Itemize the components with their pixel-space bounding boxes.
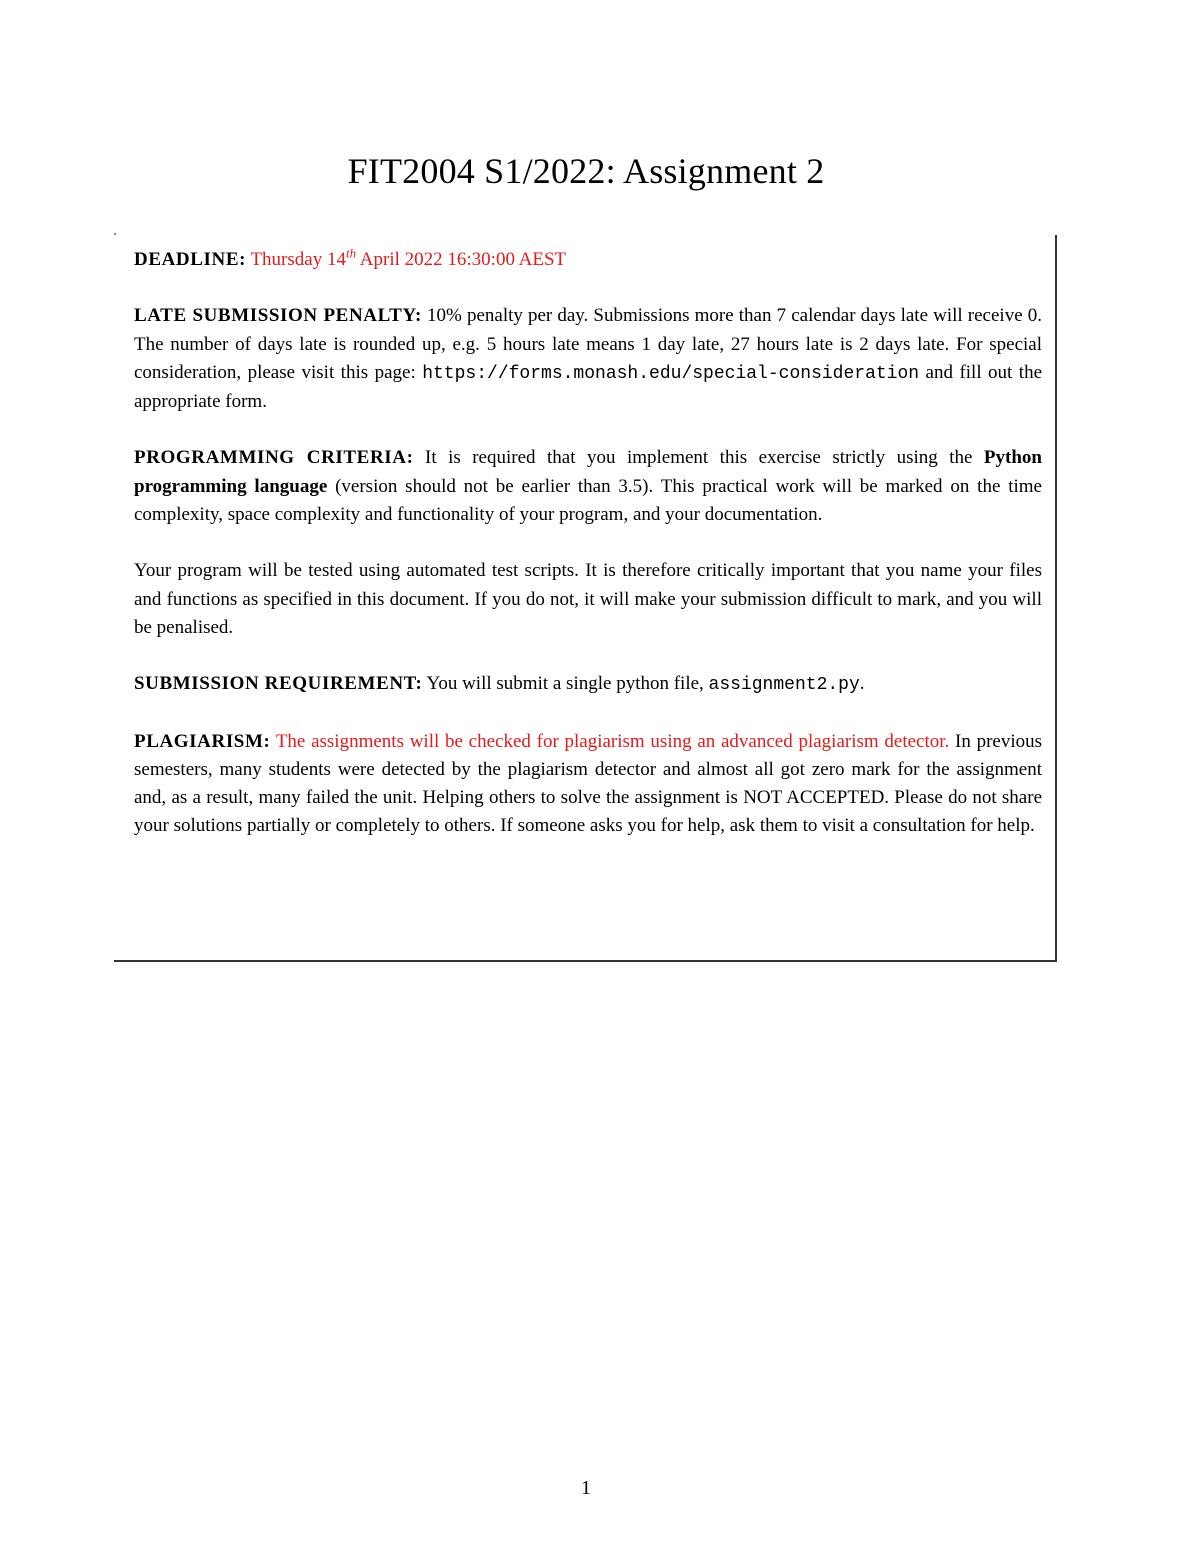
submission-file-name: assignment2.py xyxy=(708,675,860,696)
programming-criteria-label: PROGRAMMING CRITERIA: xyxy=(134,447,414,469)
programming-criteria-paragraph xyxy=(134,444,1042,529)
submission-requirement-label: SUBMISSION REQUIREMENT: xyxy=(134,673,423,695)
python-language-emphasis: Python programming language xyxy=(134,447,1042,497)
special-consideration-link[interactable]: https://forms.monash.edu/special-consideration xyxy=(422,363,920,384)
deadline-superscript: th xyxy=(345,245,357,261)
submission-requirement-text-end: . xyxy=(859,673,865,695)
programming-criteria-text-end: (version should not be earlier than 3.5). This practical work will be marked on the time complexity, space complexity and functionality of your program, and your documentation. xyxy=(134,475,1042,526)
late-penalty-text: 10% penalty per day. Submissions more than 7 calendar days late will receive 0. The number of days late is rounded up, e.g. 5 hours late means 1 day late, 27 hours late is 2 days late. For special consideration, please visit this page: xyxy=(134,305,1042,383)
page-number: 1 xyxy=(581,1477,591,1499)
submission-requirement-paragraph xyxy=(134,670,1042,699)
plagiarism-warning: The assignments will be checked for plagiarism using an advanced plagiarism detector. xyxy=(270,730,950,752)
deadline-label: DEADLINE: xyxy=(134,249,247,270)
late-penalty-label: LATE SUBMISSION PENALTY: xyxy=(134,305,422,327)
instructions-content xyxy=(134,246,1042,869)
deadline-day: Thursday 14 xyxy=(250,249,346,270)
document-title: FIT2004 S1/2022: Assignment 2 xyxy=(347,151,825,191)
late-penalty-paragraph xyxy=(134,302,1042,416)
programming-criteria-text: It is required that you implement this exercise strictly using the xyxy=(413,447,984,469)
testing-note-paragraph: Your program will be tested using automated test scripts. It is therefore critically important that you name your files and functions as specified in this document. If you do not, it will make your submission difficult to mark, and you will be penalised. xyxy=(134,560,1042,638)
plagiarism-paragraph xyxy=(134,728,1042,841)
plagiarism-label: PLAGIARISM: xyxy=(134,730,271,752)
plagiarism-text: In previous semesters, many students were detected by the plagiarism detector and almost all got zero mark for the assignment and, as a result, many failed the unit. Helping others to solve the assignment is NOT ACCEPTED. Please do not share your solutions partially or completely to others. If someone asks you for help, ask them to visit a consultation for help. xyxy=(134,730,1042,837)
deadline-paragraph xyxy=(134,246,1042,274)
submission-requirement-text: You will submit a single python file, xyxy=(422,673,709,695)
deadline-value xyxy=(250,245,567,270)
late-penalty-text-end: and fill out the appropriate form. xyxy=(134,361,1043,413)
deadline-rest: April 2022 16:30:00 AEST xyxy=(356,249,567,270)
